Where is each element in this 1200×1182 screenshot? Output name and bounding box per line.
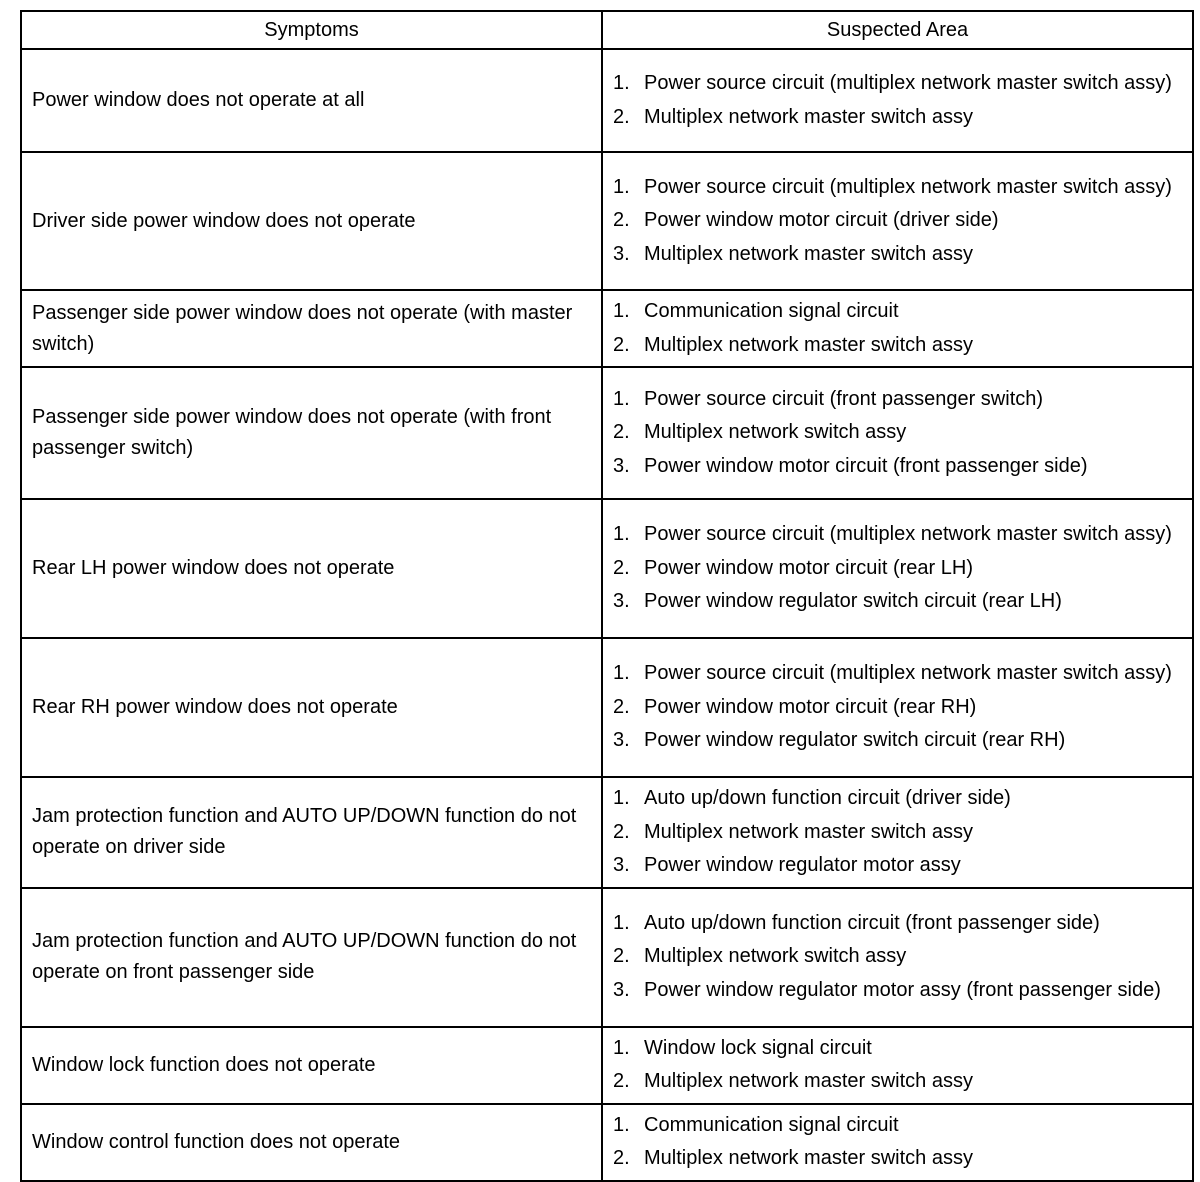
suspected-area-item [613,518,1182,552]
suspected-area-list [613,295,1182,362]
suspected-area-cell [602,290,1193,367]
item-text: Power window regulator motor assy [644,854,961,876]
suspected-area-item [613,101,1182,135]
item-text: Power source circuit (multiplex network master switch assy) [644,662,1172,685]
item-number: 2. [613,820,630,843]
suspected-area-item [613,329,1182,363]
suspected-area-item [613,1065,1182,1099]
item-number: 3. [613,242,630,265]
symptom-cell: Driver side power window does not operate [21,152,602,290]
item-text: Power window regulator switch circuit (rear LH) [644,590,1062,613]
item-number: 3. [613,454,630,477]
suspected-area-item [613,238,1182,272]
suspected-area-header: Suspected Area [602,11,1193,49]
item-text: Multiplex network master switch assy [644,820,973,843]
suspected-area-item [613,657,1182,691]
item-text: Multiplex network master switch assy [644,1070,973,1092]
table-row [21,290,1193,367]
suspected-area-item [613,849,1182,883]
suspected-area-cell [602,367,1193,499]
item-text: Auto up/down function circuit (driver side) [644,787,1011,809]
symptom-cell: Jam protection function and AUTO UP/DOWN function do not operate on front passenger side [21,888,602,1027]
item-text: Power window motor circuit (front passenger side) [644,454,1088,477]
symptom-cell: Passenger side power window does not operate (with front passenger switch) [21,367,602,499]
suspected-area-cell [602,777,1193,888]
suspected-area-item [613,383,1182,417]
suspected-area-item [613,907,1182,941]
symptom-cell: Rear LH power window does not operate [21,499,602,638]
symptom-cell: Window lock function does not operate [21,1027,602,1104]
suspected-area-list [613,1032,1182,1099]
item-text: Multiplex network master switch assy [644,333,973,356]
item-text: Multiplex network switch assy [644,945,907,968]
suspected-area-list [613,518,1182,619]
item-number: 2. [613,105,630,128]
item-text: Multiplex network switch assy [644,421,907,444]
item-text: Power source circuit (multiplex network master switch assy) [644,72,1172,94]
item-text: Auto up/down function circuit (front passenger side) [644,911,1100,934]
item-number: 2. [613,1070,630,1092]
item-text: Power window motor circuit (driver side) [644,209,999,232]
item-number: 3. [613,729,630,752]
suspected-area-list [613,383,1182,484]
suspected-area-list [613,1109,1182,1176]
suspected-area-list [613,907,1182,1008]
table-row [21,1104,1193,1181]
header-row [21,11,1193,49]
suspected-area-cell [602,152,1193,290]
suspected-area-item [613,691,1182,725]
suspected-area-item [613,1109,1182,1143]
item-number: 3. [613,590,630,613]
table-row [21,888,1193,1027]
item-text: Multiplex network master switch assy [644,105,973,128]
suspected-area-item [613,1142,1182,1176]
item-number: 2. [613,556,630,579]
suspected-area-item [613,450,1182,484]
table-row [21,49,1193,152]
suspected-area-item [613,171,1182,205]
item-text: Power window regulator motor assy (front passenger side) [644,978,1161,1001]
item-number: 2. [613,333,630,356]
item-number: 2. [613,945,630,968]
suspected-area-item [613,974,1182,1008]
item-text: Power window motor circuit (rear RH) [644,695,977,718]
symptom-cell: Passenger side power window does not operate (with master switch) [21,290,602,367]
suspected-area-item [613,67,1182,101]
item-number: 1. [613,387,630,410]
suspected-area-item [613,552,1182,586]
item-text: Communication signal circuit [644,1113,899,1136]
item-text: Communication signal circuit [644,300,899,322]
table-row [21,777,1193,888]
item-text: Power source circuit (multiplex network master switch assy) [644,523,1172,546]
suspected-area-list [613,67,1182,134]
symptom-cell: Window control function does not operate [21,1104,602,1181]
suspected-area-cell [602,1027,1193,1104]
item-number: 3. [613,978,630,1001]
suspected-area-item [613,940,1182,974]
item-number: 1. [613,911,630,934]
table-row [21,152,1193,290]
table-row [21,638,1193,777]
suspected-area-cell [602,638,1193,777]
suspected-area-cell [602,888,1193,1027]
item-text: Power window regulator switch circuit (rear RH) [644,729,1066,752]
troubleshooting-table [20,10,1194,1182]
item-number: 1. [613,1113,630,1136]
item-number: 1. [613,1036,630,1059]
suspected-area-cell [602,49,1193,152]
suspected-area-item [613,585,1182,619]
item-number: 1. [613,523,630,546]
symptoms-header: Symptoms [21,11,602,49]
table-row [21,1027,1193,1104]
item-number: 1. [613,787,630,809]
suspected-area-item [613,295,1182,329]
item-number: 2. [613,209,630,232]
table-row [21,367,1193,499]
item-number: 1. [613,662,630,685]
suspected-area-item [613,416,1182,450]
item-number: 2. [613,1147,630,1169]
symptom-cell: Rear RH power window does not operate [21,638,602,777]
item-text: Multiplex network master switch assy [644,1147,973,1169]
suspected-area-item [613,204,1182,238]
suspected-area-cell [602,499,1193,638]
suspected-area-item [613,1032,1182,1066]
item-number: 1. [613,300,630,322]
item-text: Power source circuit (front passenger switch) [644,387,1044,410]
symptom-cell: Jam protection function and AUTO UP/DOWN function do not operate on driver side [21,777,602,888]
item-text: Power window motor circuit (rear LH) [644,556,973,579]
suspected-area-list [613,657,1182,758]
table-row [21,499,1193,638]
symptom-cell: Power window does not operate at all [21,49,602,152]
item-text: Power source circuit (multiplex network master switch assy) [644,175,1172,198]
suspected-area-item [613,724,1182,758]
item-text: Window lock signal circuit [644,1036,872,1059]
item-number: 1. [613,175,630,198]
item-text: Multiplex network master switch assy [644,242,973,265]
suspected-area-list [613,782,1182,883]
item-number: 2. [613,421,630,444]
suspected-area-list [613,171,1182,272]
suspected-area-item [613,816,1182,850]
item-number: 1. [613,72,630,94]
suspected-area-item [613,782,1182,816]
item-number: 3. [613,854,630,876]
suspected-area-cell [602,1104,1193,1181]
item-number: 2. [613,695,630,718]
